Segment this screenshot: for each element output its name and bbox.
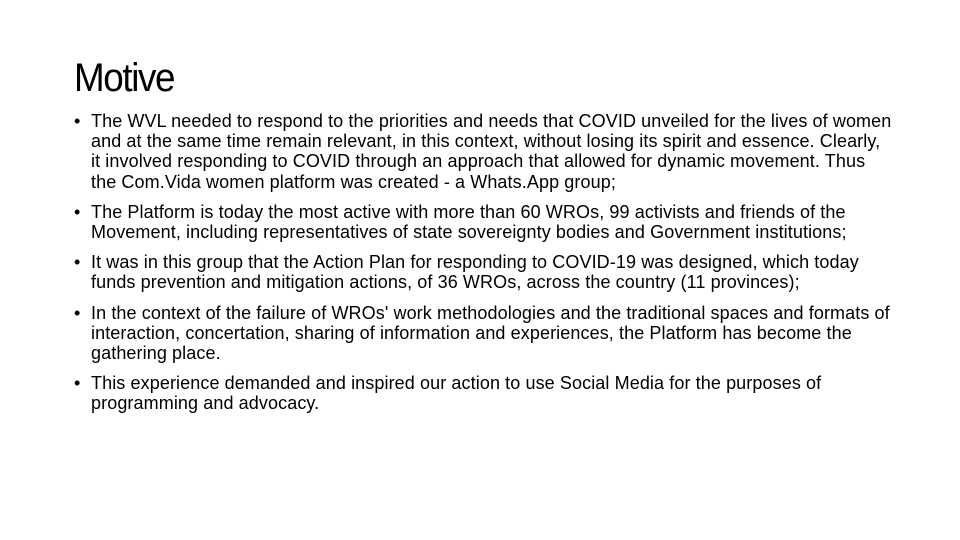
- bullet-list: [74, 111, 894, 424]
- bullet-item: • This experience demanded and inspired our action to use Social Media for the purposes of programming and advocacy.: [74, 373, 894, 413]
- bullet-item: • The Platform is today the most active with more than 60 WROs, 99 activists and friends of the Movement, including representatives of state sovereignty bodies and Government institutions;: [74, 202, 894, 242]
- bullet-item: • It was in this group that the Action Plan for responding to COVID-19 was designed, which today funds prevention and mitigation actions, of 36 WROs, across the country (11 provinces);: [74, 252, 894, 292]
- slide-title: Motive: [74, 56, 175, 100]
- bullet-item: • In the context of the failure of WROs' work methodologies and the traditional spaces and formats of interaction, concertation, sharing of information and experiences, the Platform has become the gathering place.: [74, 303, 894, 364]
- bullet-item: • The WVL needed to respond to the priorities and needs that COVID unveiled for the lives of women and at the same time remain relevant, in this context, without losing its spirit and essence. Clearly, it involved responding to COVID through an approach that allowed for dynamic movement. Thus the Com.Vida women platform was created - a Whats.App group;: [74, 111, 894, 192]
